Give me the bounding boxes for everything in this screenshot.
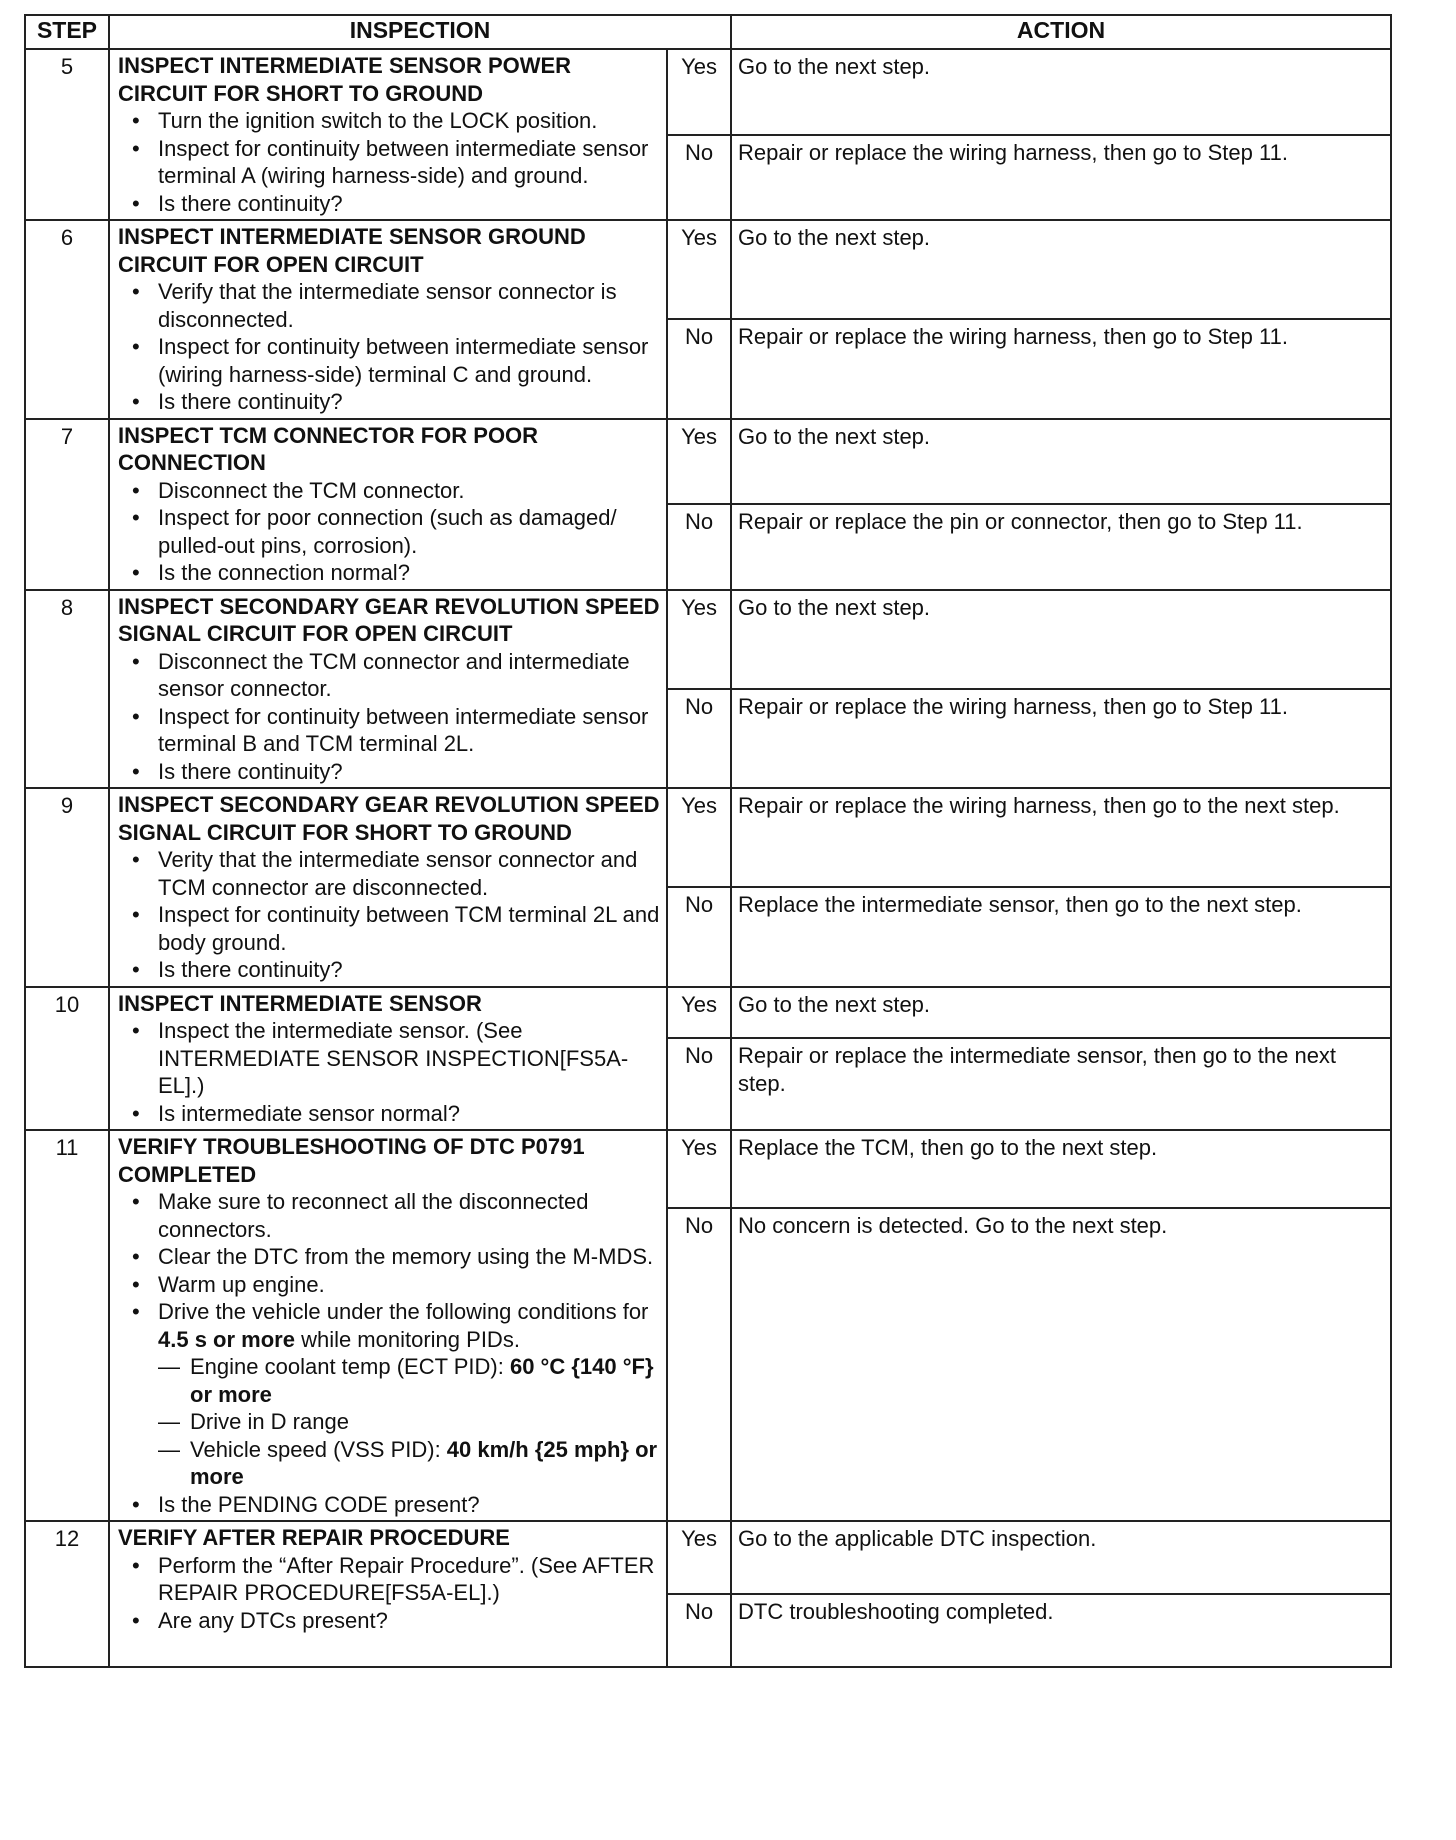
bullet-item: • Is intermediate sensor normal? [118,1100,662,1128]
no-action: Repair or replace the wiring harness, then go to Step 11. [731,319,1391,418]
bullet-item: • Turn the ignition switch to the LOCK position. [118,107,662,135]
inspection-title: VERIFY TROUBLESHOOTING OF DTC P0791 COMPLETED [118,1134,585,1187]
dash-marker: — [158,1354,180,1379]
bullet-item: • Disconnect the TCM connector. [118,477,662,505]
condition-text: Engine coolant temp (ECT PID): [190,1354,510,1379]
table-row [25,788,1391,887]
no-label: No [667,1038,731,1130]
inspection-title: VERIFY AFTER REPAIR PROCEDURE [118,1525,510,1550]
yes-action: Go to the applicable DTC inspection. [731,1521,1391,1594]
inspection-cell [109,590,667,789]
no-label: No [667,135,731,221]
no-action: Repair or replace the wiring harness, then go to Step 11. [731,689,1391,788]
step-number: 5 [25,49,109,220]
inspection-table [24,14,1392,1668]
header-inspection: INSPECTION [109,15,731,49]
no-label: No [667,887,731,986]
no-action: Repair or replace the intermediate sensor, then go to the next step. [731,1038,1391,1130]
yes-action: Repair or replace the wiring harness, then go to the next step. [731,788,1391,887]
condition-value: 60 °C {140 °F} or more [190,1354,654,1407]
drive-text: Drive the vehicle under the following conditions for [158,1299,649,1324]
inspection-title: INSPECT SECONDARY GEAR REVOLUTION SPEED SIGNAL CIRCUIT FOR SHORT TO GROUND [118,792,660,845]
bullet-item: • Perform the “After Repair Procedure”. (See AFTER REPAIR PROCEDURE[FS5A-EL].) [118,1552,662,1607]
bullet-item: • Is there continuity? [118,956,662,984]
inspection-steps [118,1552,662,1635]
step-number: 6 [25,220,109,419]
table-header-row [25,15,1391,49]
bullet-item: • Verity that the intermediate sensor connector and TCM connector are disconnected. [118,846,662,901]
no-action: DTC troubleshooting completed. [731,1594,1391,1667]
step-number: 8 [25,590,109,789]
dash-marker: — [158,1409,180,1434]
yes-label: Yes [667,788,731,887]
bullet-item: • Make sure to reconnect all the disconnected connectors. [118,1188,662,1243]
bullet-item: • Inspect for continuity between intermediate sensor terminal A (wiring harness-side) and ground. [118,135,662,190]
header-action: ACTION [731,15,1391,49]
yes-label: Yes [667,590,731,689]
step-number: 9 [25,788,109,987]
table-row [25,220,1391,319]
inspection-cell [109,419,667,590]
bullet-item: • Is the connection normal? [118,559,662,587]
inspection-cell [109,1521,667,1667]
condition-text: Drive in D range [190,1409,349,1434]
table-row [25,590,1391,689]
bullet-item: • Is there continuity? [118,388,662,416]
inspection-steps [118,1188,662,1518]
bullet-item: • Clear the DTC from the memory using the M-MDS. [118,1243,662,1271]
no-label: No [667,1594,731,1667]
bullet-item: • Inspect the intermediate sensor. (See INTERMEDIATE SENSOR INSPECTION[FS5A-EL].) [118,1017,662,1100]
inspection-sheet [24,14,1390,1668]
header-step: STEP [25,15,109,49]
step-number: 12 [25,1521,109,1667]
drive-text-end: while monitoring PIDs. [294,1326,520,1352]
drive-conditions [158,1353,662,1491]
condition-item [158,1353,662,1408]
condition-text: Vehicle speed (VSS PID): [190,1436,447,1462]
inspection-title: INSPECT INTERMEDIATE SENSOR [118,990,482,1016]
yes-label: Yes [667,1521,731,1594]
bullet-item: • Verify that the intermediate sensor connector is disconnected. [118,278,662,333]
step-number: 7 [25,419,109,590]
yes-action: Go to the next step. [731,49,1391,135]
yes-label: Yes [667,220,731,319]
table-row [25,1521,1391,1594]
inspection-cell [109,987,667,1131]
inspection-steps [118,648,662,786]
inspection-cell [109,220,667,419]
dash-marker: — [158,1436,180,1462]
yes-action: Go to the next step. [731,419,1391,505]
bullet-item: • Inspect for poor connection (such as damaged/ pulled-out pins, corrosion). [118,504,662,559]
no-action: Repair or replace the wiring harness, then go to Step 11. [731,135,1391,221]
inspection-cell [109,49,667,220]
no-label: No [667,504,731,590]
inspection-title: INSPECT INTERMEDIATE SENSOR GROUND CIRCUIT FOR OPEN CIRCUIT [118,224,586,277]
yes-action: Go to the next step. [731,987,1391,1039]
inspection-steps [118,107,662,217]
no-action: Replace the intermediate sensor, then go to the next step. [731,887,1391,986]
no-label: No [667,1208,731,1521]
yes-action: Go to the next step. [731,220,1391,319]
table-row [25,987,1391,1039]
inspection-steps [118,278,662,416]
inspection-steps [118,477,662,587]
yes-label: Yes [667,49,731,135]
bullet-item: • Disconnect the TCM connector and intermediate sensor connector. [118,648,662,703]
yes-label: Yes [667,1130,731,1208]
yes-label: Yes [667,987,731,1039]
inspection-title: INSPECT INTERMEDIATE SENSOR POWER CIRCUIT FOR SHORT TO GROUND [118,53,572,106]
inspection-steps [118,846,662,984]
inspection-title: INSPECT TCM CONNECTOR FOR POOR CONNECTION [118,422,539,475]
condition-item [158,1436,662,1491]
inspection-cell [109,788,667,987]
condition-value: 40 km/h {25 mph} or more [190,1436,658,1489]
no-action: No concern is detected. Go to the next step. [731,1208,1391,1521]
yes-action: Replace the TCM, then go to the next step. [731,1130,1391,1208]
no-action: Repair or replace the pin or connector, then go to Step 11. [731,504,1391,590]
inspection-title: INSPECT SECONDARY GEAR REVOLUTION SPEED SIGNAL CIRCUIT FOR OPEN CIRCUIT [118,593,660,646]
bullet-item: • Warm up engine. [118,1271,662,1299]
yes-action: Go to the next step. [731,590,1391,689]
table-row [25,1130,1391,1208]
step-number: 10 [25,987,109,1131]
drive-duration: 4.5 s or more [158,1326,295,1352]
bullet-item: • Inspect for continuity between intermediate sensor terminal B and TCM terminal 2L. [118,703,662,758]
inspection-cell [109,1130,667,1521]
no-label: No [667,319,731,418]
step-number: 11 [25,1130,109,1521]
bullet-item: • Inspect for continuity between intermediate sensor (wiring harness-side) terminal C and ground. [118,333,662,388]
no-label: No [667,689,731,788]
inspection-steps [118,1017,662,1127]
yes-label: Yes [667,419,731,505]
table-row [25,419,1391,505]
bullet-item: • Is there continuity? [118,190,662,218]
bullet-item: • Is the PENDING CODE present? [118,1491,662,1519]
bullet-item [118,1298,662,1491]
bullet-item: • Are any DTCs present? [118,1607,662,1635]
table-row [25,49,1391,135]
bullet-item: • Is there continuity? [118,758,662,786]
condition-item [158,1408,662,1436]
bullet-item: • Inspect for continuity between TCM terminal 2L and body ground. [118,901,662,956]
